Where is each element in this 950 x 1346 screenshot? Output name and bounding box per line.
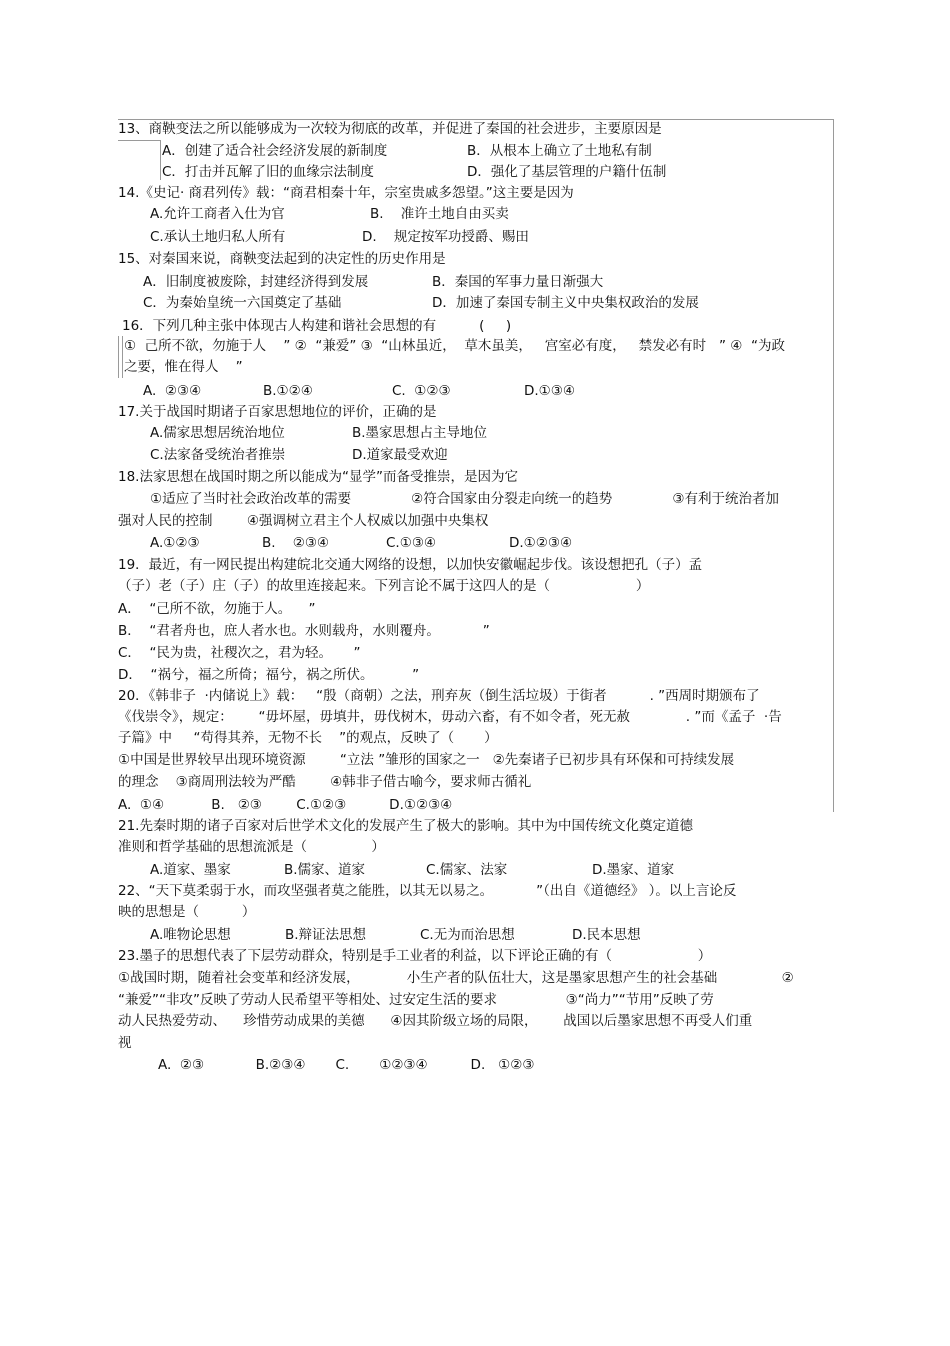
q16-option-a: A. ②③④ <box>143 383 202 399</box>
q13-option-b: B．从根本上确立了土地私有制 <box>467 143 652 159</box>
q13-option-d: D．强化了基层管理的户籍什伍制 <box>467 164 667 180</box>
q18-option-a: A.①②③ <box>150 535 200 551</box>
q13-option-c: C．打击并瓦解了旧的血缘宗法制度 <box>162 164 374 180</box>
q21-stem-line2: 准则和哲学基础的思想流派是（ ） <box>118 839 385 855</box>
q15-option-d: D．加速了秦国专制主义中央集权政治的发展 <box>432 295 699 311</box>
q15-stem: 15、对秦国来说，商鞅变法起到的决定性的历史作用是 <box>118 251 446 267</box>
q16-statements-line2: 之要，惟在得人 ” <box>124 359 243 375</box>
q16-option-b: B.①②④ <box>263 383 313 399</box>
q14-option-a: A.允许工商者入仕为官 <box>150 206 285 222</box>
left-rule-q13-top <box>118 140 160 141</box>
q15-option-b: B．秦国的军事力量日渐强大 <box>432 274 604 290</box>
q14-option-d: D. 规定按军功授爵、赐田 <box>362 229 529 245</box>
q22-stem-line2: 映的思想是（ ） <box>118 904 256 920</box>
left-rule-q16b <box>122 336 123 378</box>
q13-option-a: A．创建了适合社会经济发展的新制度 <box>162 143 388 159</box>
q21-option-c: C.儒家、法家 <box>426 862 508 878</box>
q14-stem: 14.《史记· 商君列传》载：“商君相秦十年，宗室贵戚多怨望。”这主要是因为 <box>118 185 574 201</box>
q21-option-d: D.墨家、道家 <box>592 862 675 878</box>
q20-statements-line1: ①中国是世界较早出现环境资源 “立法 ”雏形的国家之一 ②先秦诸子已初步具有环保和可持续发展 <box>118 752 735 768</box>
q23-options: A. ②③ B.②③④ C. ①②③④ D. ①②③ <box>158 1057 535 1073</box>
q19-option-b: B． “君者舟也，庶人者水也。水则载舟，水则覆舟。 ” <box>118 623 490 639</box>
q16-statements-line1: ① 己所不欲，勿施于人 ” ② “兼爱” ③ “山林虽近， 草木虽美， 宫室必有度， 禁发必有时 ” ④ “为政 <box>124 338 785 354</box>
q23-statements-line4: 视 <box>118 1035 132 1051</box>
q21-option-a: A.道家、墨家 <box>150 862 231 878</box>
q22-option-a: A.唯物论思想 <box>150 927 231 943</box>
q17-option-b: B.墨家思想占主导地位 <box>352 425 488 441</box>
q21-stem-line1: 21.先秦时期的诸子百家对后世学术文化的发展产生了极大的影响。其中为中国传统文化奠定道德 <box>118 818 693 834</box>
q19-stem-line2: （子）老（子）庄（子）的故里连接起来。下列言论不属于这四人的是（ ） <box>118 578 650 594</box>
q19-option-a: A． “己所不欲，勿施于人。 ” <box>118 601 316 617</box>
q18-option-b: B. ②③④ <box>262 535 330 551</box>
right-rule <box>833 119 834 812</box>
q17-option-c: C.法家备受统治者推崇 <box>150 447 286 463</box>
q20-statements-line2: 的理念 ③商周刑法较为严酷 ④韩非子借古喻今，要求师古循礼 <box>118 774 532 790</box>
q22-option-d: D.民本思想 <box>572 927 641 943</box>
q23-statements-line2: “兼爱”“非攻”反映了劳动人民希望平等相处、过安定生活的要求 ③“尚力”“节用”反映了劳 <box>118 992 714 1008</box>
q16-option-d: D.①③④ <box>524 383 575 399</box>
left-rule-q13 <box>160 140 161 180</box>
q22-option-b: B.辩证法思想 <box>285 927 367 943</box>
q18-option-d: D.①②③④ <box>509 535 573 551</box>
q18-stem: 18.法家思想在战国时期之所以能成为“显学”而备受推崇，是因为它 <box>118 469 518 485</box>
q15-option-c: C．为秦始皇统一六国奠定了基础 <box>143 295 342 311</box>
q17-stem: 17.关于战国时期诸子百家思想地位的评价，正确的是 <box>118 404 437 420</box>
q19-option-d: D． “祸兮，福之所倚；福兮，祸之所伏。 ” <box>118 667 420 683</box>
q20-stem-line3: 子篇》中 “苟得其养，无物不长 ”的观点，反映了（ ） <box>118 730 498 746</box>
q18-option-c: C.①③④ <box>386 535 437 551</box>
q20-stem-line1: 20．《韩非子 ·内储说上》载： “殷（商朝）之法，刑弃灰（倒生活垃圾）于街者 . ”西周时期颁布了 <box>118 688 760 704</box>
q18-statements-line2: 强对人民的控制 ④强调树立君主个人权威以加强中央集权 <box>118 513 489 529</box>
q23-stem: 23.墨子的思想代表了下层劳动群众，特别是手工业者的利益，以下评论正确的有（ ） <box>118 948 712 964</box>
q19-stem-line1: 19．最近，有一网民提出构建皖北交通大网络的设想，以加快安徽崛起步伐。该设想把孔（子）孟 <box>118 557 703 573</box>
q20-stem-line2: 《伐崇令》，规定： “毋坏屋，毋填井，毋伐树木，毋动六畜，有不如令者，死无赦 . ”而《孟子 ·告 <box>118 709 782 725</box>
q22-stem-line1: 22、“天下莫柔弱于水，而攻坚强者莫之能胜，以其无以易之。 ”（出自《道德经》 ）。以上言论反 <box>118 883 737 899</box>
q15-option-a: A．旧制度被废除，封建经济得到发展 <box>143 274 369 290</box>
q20-options: A. ①④ B. ②③ C.①②③ D.①②③④ <box>118 797 453 813</box>
q17-option-d: D.道家最受欢迎 <box>352 447 448 463</box>
left-rule-q16 <box>118 336 119 378</box>
q22-option-c: C.无为而治思想 <box>420 927 515 943</box>
q23-statements-line3: 动人民热爱劳动、 珍惜劳动成果的美德 ④因其阶级立场的局限， 战国以后墨家思想不再受人们重 <box>118 1013 753 1029</box>
q16-option-c: C. ①②③ <box>392 383 451 399</box>
q17-option-a: A.儒家思想居统治地位 <box>150 425 285 441</box>
q21-option-b: B.儒家、道家 <box>284 862 366 878</box>
q14-option-b: B. 准许土地自由买卖 <box>370 206 509 222</box>
q13-stem: 13、商鞅变法之所以能够成为一次较为彻底的改革，并促进了秦国的社会进步，主要原因是 <box>118 121 662 137</box>
q19-option-c: C． “民为贵，社稷次之，君为轻。 ” <box>118 645 361 661</box>
q16-stem: 16．下列几种主张中体现古人构建和谐社会思想的有 ( ) <box>122 318 512 334</box>
q14-option-c: C.承认土地归私人所有 <box>150 229 286 245</box>
q23-statements-line1: ①战国时期，随着社会变革和经济发展， 小生产者的队伍壮大，这是墨家思想产生的社会基础 ② <box>118 970 794 986</box>
q18-statements-line1: ①适应了当时社会政治改革的需要 ②符合国家由分裂走向统一的趋势 ③有利于统治者加 <box>150 491 779 507</box>
